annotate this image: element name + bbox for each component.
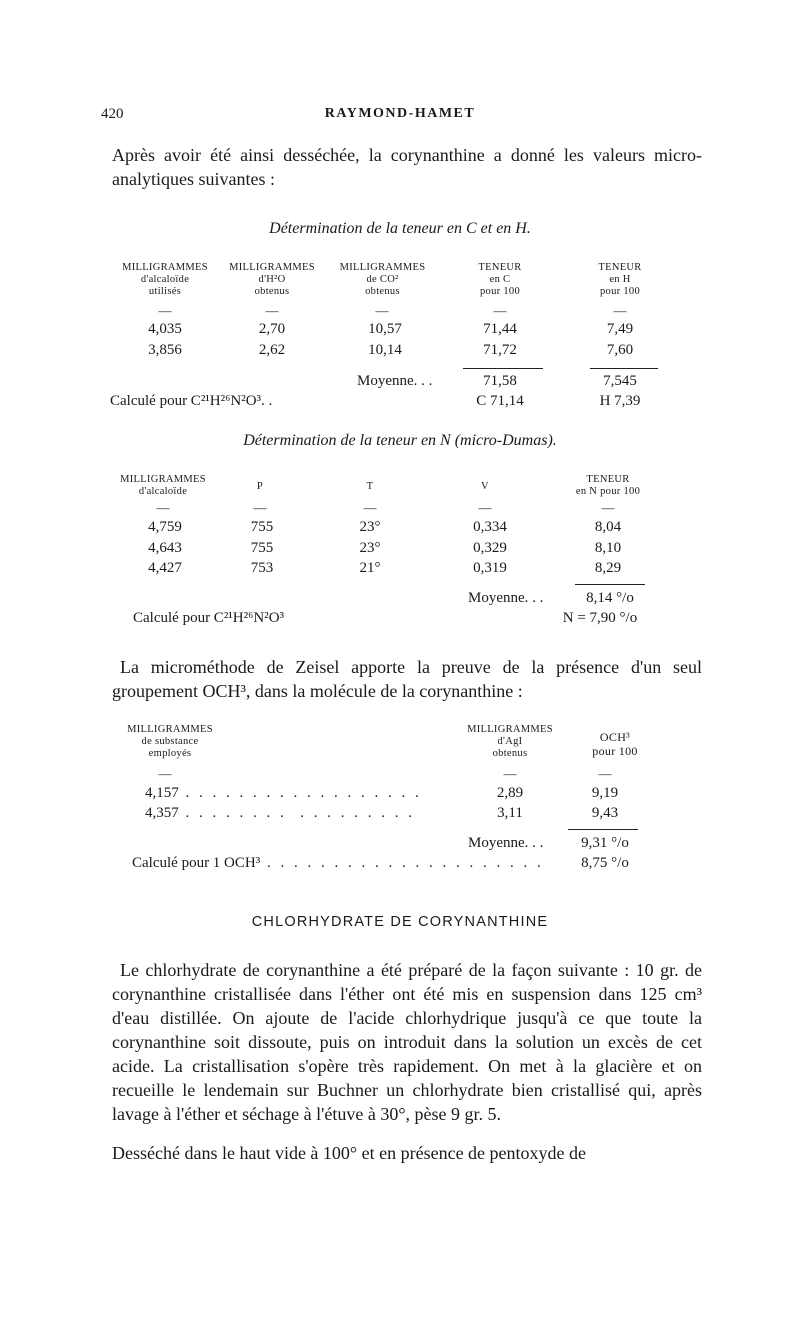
paragraph-chlorhydrate-text: Le chlorhydrate de corynanthine a été préparé de la façon suivante : 10 gr. de corynanthine cristallisée dans l'éther ont été mis en suspension dans 125 cm³ d'eau distillée. On ajoute de l'acide chlorhydrique jusqu'à ce que toute la corynanthine soit dissoute, puis on introduit dans la solution un excès de cet acide. La cristallisation s'opère très rapidement. On met à la glacière et on recueille le lendemain sur Buchner un chlorhydrate bien cristallisé qui, après lavage à l'éther et séchage à l'étuve à 30°, pèse 9 gr. 5. xyxy=(112,960,702,1124)
table2-mean: 8,14 °/o xyxy=(586,590,634,606)
table1-dash-3: — xyxy=(375,303,389,318)
table2-dash-4: — xyxy=(478,500,492,515)
table1-header-1: MILLIGRAMMES d'alcaloïde utilisés xyxy=(122,262,208,297)
table1-mean-h: 7,545 xyxy=(603,373,637,389)
table1-dash-1: — xyxy=(158,303,172,318)
table2-cell: 755 xyxy=(250,540,274,556)
table3-mean-label: Moyenne. . . xyxy=(468,835,544,851)
paragraph-chlorhydrate xyxy=(112,958,702,1126)
table2-cell: 755 xyxy=(250,519,274,535)
table1-header-4: TENEUR en C pour 100 xyxy=(478,262,522,297)
table1-cell: 71,44 xyxy=(483,321,517,337)
table2-cell: 23° xyxy=(359,540,381,556)
table1-mean-c: 71,58 xyxy=(483,373,517,389)
table2-cell: 4,643 xyxy=(148,540,182,556)
paragraph-dessechage-text: Desséché dans le haut vide à 100° et en présence de pentoxyde de xyxy=(112,1143,587,1163)
table1-cell: 71,72 xyxy=(483,342,517,358)
table2-cell: 0,329 xyxy=(473,540,507,556)
table1-cell: 2,70 xyxy=(258,321,286,337)
table2-header-5: TENEUR en N pour 100 xyxy=(575,474,641,497)
table2-header-2: P xyxy=(256,481,264,492)
table2-cell: 0,334 xyxy=(473,519,507,535)
intro-paragraph xyxy=(112,143,702,191)
table1-caption: Détermination de la teneur en C et en H. xyxy=(269,220,531,237)
table3-mean: 9,31 °/o xyxy=(581,835,629,851)
table3-header-2: MILLIGRAMMES d'AgI obtenus xyxy=(467,724,553,759)
table3-dash-2: — xyxy=(503,766,517,781)
table1-header-2: MILLIGRAMMES d'H²O obtenus xyxy=(229,262,315,297)
table2-cell: 0,319 xyxy=(473,560,507,576)
paragraph-zeisel-text: La microméthode de Zeisel apporte la preuve de la présence d'un seul groupement OCH³, dans la molécule de la corynanthine : xyxy=(112,657,702,701)
table1-header-5: TENEUR en H pour 100 xyxy=(598,262,642,297)
section-title: CHLORHYDRATE DE CORYNANTHINE xyxy=(251,914,549,930)
table2-cell: 8,10 xyxy=(594,540,622,556)
table2-calc-label: Calculé pour C²¹H²⁶N²O³ xyxy=(133,610,285,626)
table3-calc-row: Calculé pour 1 OCH³ . . . . . . . . . . . . . . . . . . . . . xyxy=(132,855,544,871)
intro-text: Après avoir été ainsi desséchée, la corynanthine a donné les valeurs micro-analytiques suivantes : xyxy=(112,145,702,189)
table1-header-3: MILLIGRAMMES de CO² obtenus xyxy=(339,262,426,297)
table3-row-2-label: 4,357 . . . . . . . . . . . . . . . . . xyxy=(145,805,415,821)
table3-cell: 2,89 xyxy=(496,785,524,801)
table2-cell: 4,427 xyxy=(148,560,182,576)
table3-dash-1: — xyxy=(158,766,172,781)
table2-mean-label: Moyenne. . . xyxy=(468,590,544,606)
table1-mean-label: Moyenne. . . xyxy=(357,373,433,389)
table2-header-4: V xyxy=(481,481,489,492)
table1-calc-h: H 7,39 xyxy=(599,393,641,409)
table2-cell: 4,759 xyxy=(148,519,182,535)
paragraph-zeisel xyxy=(112,655,702,703)
table3-cell: 3,11 xyxy=(497,805,523,821)
paragraph-dessechage xyxy=(112,1141,702,1165)
table2-cell: 8,29 xyxy=(594,560,622,576)
table1-cell: 10,57 xyxy=(368,321,402,337)
table2-caption: Détermination de la teneur en N (micro-Dumas). xyxy=(243,432,557,449)
page-number: 420 xyxy=(101,106,124,122)
table1-dash-2: — xyxy=(265,303,279,318)
table1-rule-c xyxy=(463,368,543,369)
table2-dash-5: — xyxy=(601,500,615,515)
table1-dash-4: — xyxy=(493,303,507,318)
table1-cell: 2,62 xyxy=(258,342,286,358)
table3-row-1-label: 4,157 . . . . . . . . . . . . . . . . . . xyxy=(145,785,422,801)
table2-dash-3: — xyxy=(363,500,377,515)
table2-calc: N = 7,90 °/o xyxy=(562,610,638,626)
table1-cell: 7,49 xyxy=(606,321,634,337)
table1-cell: 10,14 xyxy=(368,342,402,358)
table2-rule xyxy=(575,584,645,585)
table2-header-1: MILLIGRAMMES d'alcaloïde xyxy=(120,474,206,497)
table1-cell: 4,035 xyxy=(148,321,182,337)
table3-cell: 9,19 xyxy=(591,785,619,801)
table1-rule-h xyxy=(590,368,658,369)
table3-dash-3: — xyxy=(598,766,612,781)
table2-dash-1: — xyxy=(156,500,170,515)
table3-rule xyxy=(568,829,638,830)
table3-cell: 9,43 xyxy=(591,805,619,821)
table2-dash-2: — xyxy=(253,500,267,515)
table1-dash-5: — xyxy=(613,303,627,318)
table2-cell: 23° xyxy=(359,519,381,535)
table2-cell: 753 xyxy=(250,560,274,576)
table2-cell: 21° xyxy=(359,560,381,576)
table2-header-3: T xyxy=(366,481,374,492)
table1-calc-c: C 71,14 xyxy=(476,393,524,409)
table3-header-3: OCH³ pour 100 xyxy=(592,730,638,758)
running-title: RAYMOND-HAMET xyxy=(324,106,476,121)
table1-calc-label: Calculé pour C²¹H²⁶N²O³. . xyxy=(110,393,273,409)
table1-cell: 7,60 xyxy=(606,342,634,358)
table2-cell: 8,04 xyxy=(594,519,622,535)
table1-cell: 3,856 xyxy=(148,342,182,358)
table3-calc: 8,75 °/o xyxy=(581,855,629,871)
table3-header-1: MILLIGRAMMES de substance employés xyxy=(127,724,213,759)
